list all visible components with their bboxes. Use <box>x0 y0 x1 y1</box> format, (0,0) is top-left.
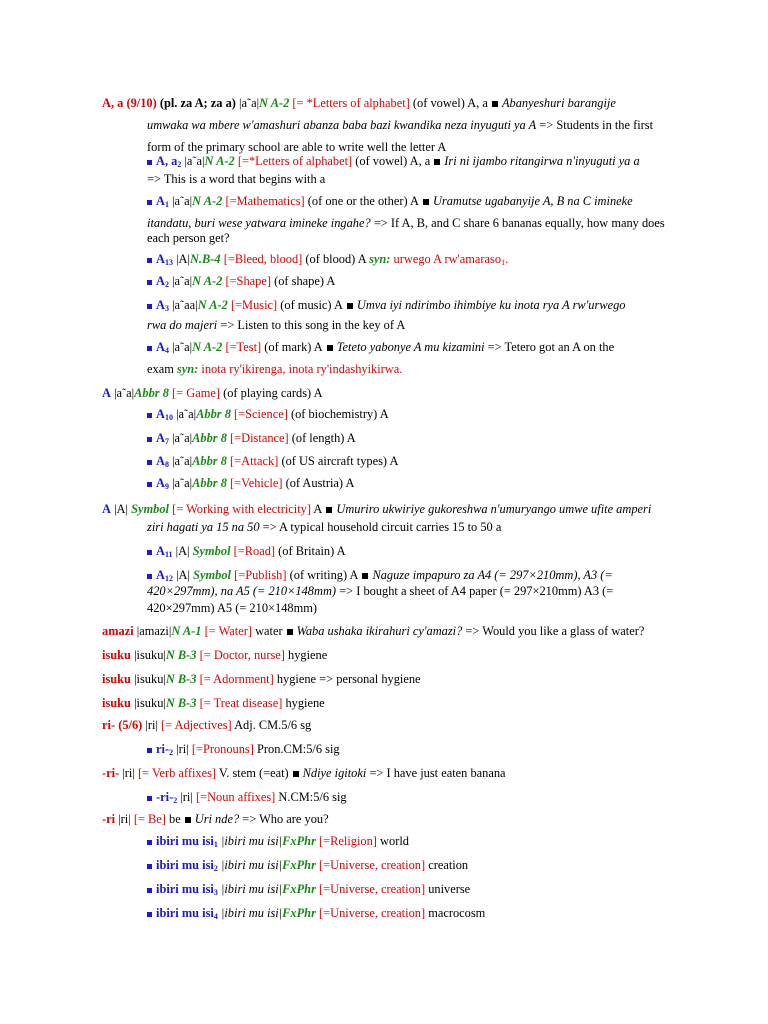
subentry-headword: A <box>156 568 165 582</box>
semantic-domain: [=Science] <box>234 407 288 421</box>
subentry-line <box>147 878 677 901</box>
subentry-headword: ibiri mu isi <box>156 834 214 848</box>
gloss: (of Austria) A <box>285 476 355 490</box>
translation: => A typical household circuit carries 15 to 50 a <box>262 520 502 534</box>
homonym-number: 1 <box>164 200 169 209</box>
gloss: (of shape) A <box>274 274 336 288</box>
gloss: (of one or the other) A <box>307 194 419 208</box>
plural: (pl. za A; za a) <box>159 96 236 110</box>
example: Uri nde? <box>194 812 240 826</box>
semantic-domain: [=Noun affixes] <box>195 790 276 804</box>
gloss: Adj. CM.5/6 sg <box>234 718 312 732</box>
subentry-line <box>147 248 677 271</box>
translation: => Would you like a glass of water? <box>465 624 645 638</box>
example: Waba ushaka ikirahuri cy'amazi? <box>296 624 463 638</box>
word-class: FxPhr <box>282 906 316 920</box>
semantic-domain: [= Adjectives] <box>161 718 232 732</box>
pronunciation: |A| <box>176 252 190 266</box>
synonym: urwego A rw'amaraso <box>393 252 502 266</box>
subentry-headword: A, a <box>156 154 178 168</box>
homonym-number: 2 <box>213 864 218 873</box>
example: Uramutse ugabanyije A, B na C imineke <box>432 194 633 208</box>
synonym: inota ry'ikirenga, inota ry'indashyikirwa <box>201 362 400 376</box>
headword: A <box>102 386 111 400</box>
entry-line <box>102 714 668 737</box>
subentry-headword: A <box>156 431 165 445</box>
word-class: N A-2 <box>192 274 223 288</box>
pronunciation: |a˜a| <box>176 407 197 421</box>
homonym-number: 4 <box>164 346 169 355</box>
headword-prefix: a <box>102 624 109 638</box>
square-bullet-icon <box>326 507 332 513</box>
headword: ri- <box>102 718 116 732</box>
subentry-line <box>147 190 677 213</box>
word-class: N A-1 <box>171 624 202 638</box>
subentry-headword: A <box>156 340 165 354</box>
translation: => If A, B, and C share 6 bananas equally, how many does <box>373 216 665 230</box>
subentry-line <box>147 786 677 809</box>
semantic-domain: [=Publish] <box>234 568 287 582</box>
semantic-domain: [= Be] <box>133 812 166 826</box>
subentry-bullet-icon <box>147 258 152 263</box>
subentry-line <box>147 540 677 563</box>
entry-continuation <box>147 358 677 381</box>
subentry-bullet-icon <box>147 482 152 487</box>
subentry-bullet-icon <box>147 460 152 465</box>
pronunciation: |a˜a| <box>172 340 193 354</box>
square-bullet-icon <box>185 817 191 823</box>
subentry-bullet-icon <box>147 550 152 555</box>
example: rwa do majeri <box>147 318 218 332</box>
example: Abanyeshuri barangije <box>501 96 616 110</box>
word-class: N A-2 <box>204 154 235 168</box>
entry-line <box>102 762 668 785</box>
subentry-headword: A <box>156 252 165 266</box>
gloss: hygiene <box>288 648 328 662</box>
subentry-bullet-icon <box>147 796 152 801</box>
homonym-number: 2 <box>173 796 178 805</box>
homonym-number: 7 <box>164 437 169 446</box>
homonym-number: 3 <box>164 304 169 313</box>
synonym-end: . <box>505 252 509 266</box>
headword: -ri- <box>102 766 120 780</box>
subentry-headword: A <box>156 544 165 558</box>
square-bullet-icon <box>327 345 333 351</box>
gloss: (of vowel) A, a <box>412 96 488 110</box>
semantic-domain: [= Game] <box>172 386 220 400</box>
example: itandatu, buri wese yatwara imineke ingahe? <box>147 216 371 230</box>
pronunciation: |ri| <box>145 718 158 732</box>
square-bullet-icon <box>347 303 353 309</box>
translation: => I bought a sheet of A4 paper (= 297×210mm) A3 (= <box>339 584 614 598</box>
gloss: (of vowel) A, a <box>355 154 431 168</box>
pronunciation: |ibiri mu isi| <box>220 906 283 920</box>
subentry-line <box>147 336 677 359</box>
class-number: (9/10) <box>126 96 157 110</box>
pronunciation: |ibiri mu isi| <box>220 834 283 848</box>
class-number: (5/6) <box>118 718 143 732</box>
square-bullet-icon <box>434 159 440 165</box>
subentry-headword: A <box>156 194 165 208</box>
homonym-number: 2 <box>169 748 174 757</box>
semantic-domain: [=Bleed, blood] <box>223 252 303 266</box>
subentry-bullet-icon <box>147 748 152 753</box>
pronunciation: |ri| <box>180 790 193 804</box>
gloss: (of biochemistry) A <box>290 407 389 421</box>
semantic-domain: [=Music] <box>230 298 278 312</box>
example: Teteto yabonye A mu kizamini <box>336 340 485 354</box>
pronunciation: |a˜a| <box>172 476 193 490</box>
pronunciation: |ibiri mu isi| <box>220 882 283 896</box>
semantic-domain: [= Treat disease] <box>199 696 283 710</box>
entry-line <box>102 808 668 831</box>
pronunciation: |isuku| <box>134 672 166 686</box>
entry-continuation <box>147 114 677 137</box>
homonym-number: 4 <box>213 912 218 921</box>
translation: => Students in the first <box>539 118 654 132</box>
subentry-line <box>147 902 677 925</box>
synonym-label: syn: <box>176 362 199 376</box>
semantic-domain: [=Test] <box>225 340 262 354</box>
subentry-bullet-icon <box>147 912 152 917</box>
subentry-bullet-icon <box>147 200 152 205</box>
headword: A <box>102 502 111 516</box>
entry-continuation <box>147 516 677 539</box>
homonym-number: 3 <box>213 888 218 897</box>
square-bullet-icon <box>287 629 293 635</box>
word-class: Abbr 8 <box>192 476 227 490</box>
example: Umuriro ukwiriye gukoreshwa n'umuryango umwe ufite amperi <box>336 502 652 516</box>
homonym-number: 11 <box>164 550 173 559</box>
subentry-headword: A <box>156 454 165 468</box>
example: umwaka wa mbere w'amashuri abanza baba bazi kwandika neza inyuguti ya A <box>147 118 537 132</box>
entry-line <box>102 620 668 643</box>
example: 420×297mm), na A5 (= 210×148mm) <box>147 584 337 598</box>
subentry-bullet-icon <box>147 346 152 351</box>
word-class: Abbr 8 <box>134 386 169 400</box>
pronunciation: |isuku| <box>134 648 166 662</box>
gloss: (of US aircraft types) A <box>281 454 399 468</box>
translation: => personal hygiene <box>319 672 421 686</box>
subentry-bullet-icon <box>147 840 152 845</box>
square-bullet-icon <box>423 199 429 205</box>
gloss: macrocosm <box>428 906 486 920</box>
semantic-domain: [=Shape] <box>225 274 271 288</box>
headword: isuku <box>102 648 131 662</box>
homonym-number: 2 <box>164 280 169 289</box>
pronunciation: |a˜a| <box>114 386 135 400</box>
gloss: (of music) A <box>280 298 343 312</box>
synonym-number: 1 <box>501 258 506 267</box>
semantic-domain: [= *Letters of alphabet] <box>292 96 410 110</box>
headword: mazi <box>108 624 134 638</box>
semantic-domain: [=Distance] <box>230 431 289 445</box>
subentry-line <box>147 854 677 877</box>
example: Naguze impapuro za A4 (= 297×210mm), A3 (= <box>372 568 613 582</box>
gloss: Pron.CM:5/6 sig <box>257 742 340 756</box>
pronunciation: |ri| <box>122 766 135 780</box>
word-class: FxPhr <box>282 882 316 896</box>
word-class: N A-2 <box>192 194 223 208</box>
pronunciation: |ibiri mu isi| <box>220 858 283 872</box>
homonym-number: 9 <box>164 482 169 491</box>
entry-continuation <box>147 227 677 250</box>
homonym-number: 12 <box>164 574 173 583</box>
translation: each person get? <box>147 231 230 245</box>
headword: -ri <box>102 812 116 826</box>
word-class: FxPhr <box>282 834 316 848</box>
entry-line <box>102 644 668 667</box>
subentry-line <box>147 270 677 293</box>
pronunciation: |a˜a| <box>172 274 193 288</box>
translation: exam <box>147 362 174 376</box>
gloss: N.CM:5/6 sig <box>278 790 347 804</box>
headword: A, a <box>102 96 124 110</box>
entry-line <box>102 92 668 115</box>
example: Umva iyi ndirimbo ihimbiye ku inota rya A rw'urwego <box>356 298 626 312</box>
semantic-domain: [=Road] <box>233 544 276 558</box>
pronunciation: |ri| <box>118 812 131 826</box>
semantic-domain: [= Adornment] <box>199 672 274 686</box>
translation: => Tetero got an A on the <box>487 340 615 354</box>
word-class: Abbr 8 <box>192 431 227 445</box>
translation: => I have just eaten banana <box>369 766 506 780</box>
semantic-domain: [=Universe, creation] <box>319 906 426 920</box>
translation: form of the primary school are able to write well the letter A <box>147 140 447 154</box>
gloss: (of writing) A <box>289 568 359 582</box>
semantic-domain: [= Doctor, nurse] <box>199 648 285 662</box>
word-class: N A-2 <box>192 340 223 354</box>
translation: => Listen to this song in the key of A <box>220 318 406 332</box>
subentry-headword: ibiri mu isi <box>156 858 214 872</box>
pronunciation: |A| <box>176 568 190 582</box>
semantic-domain: [=Vehicle] <box>230 476 283 490</box>
entry-line <box>102 382 668 405</box>
square-bullet-icon <box>362 573 368 579</box>
semantic-domain: [=*Letters of alphabet] <box>237 154 353 168</box>
subentry-bullet-icon <box>147 574 152 579</box>
pronunciation: |isuku| <box>134 696 166 710</box>
word-class: Symbol <box>193 568 231 582</box>
subentry-line <box>147 472 677 495</box>
subentry-headword: A <box>156 298 165 312</box>
pronunciation: |A| <box>114 502 128 516</box>
entry-line <box>102 692 668 715</box>
translation: 420×297mm) A5 (= 210×148mm) <box>147 601 317 615</box>
word-class: FxPhr <box>282 858 316 872</box>
gloss: water <box>255 624 283 638</box>
semantic-domain: [=Pronouns] <box>191 742 254 756</box>
subentry-bullet-icon <box>147 304 152 309</box>
word-class: N B-3 <box>165 672 197 686</box>
homonym-number: 13 <box>164 258 173 267</box>
example: Ndiye igitoki <box>302 766 367 780</box>
subentry-headword: -ri- <box>156 790 174 804</box>
word-class: Symbol <box>192 544 231 558</box>
subentry-line <box>147 427 677 450</box>
word-class: Abbr 8 <box>192 454 227 468</box>
entry-continuation <box>147 168 677 191</box>
subentry-bullet-icon <box>147 888 152 893</box>
gloss: be <box>169 812 181 826</box>
semantic-domain: [= Working with electricity] <box>172 502 311 516</box>
pronunciation: |ri| <box>176 742 189 756</box>
semantic-domain: [= Water] <box>204 624 252 638</box>
subentry-headword: A <box>156 476 165 490</box>
gloss: creation <box>428 858 469 872</box>
subentry-bullet-icon <box>147 864 152 869</box>
subentry-bullet-icon <box>147 160 152 165</box>
word-class: Abbr 8 <box>196 407 231 421</box>
semantic-domain: [=Universe, creation] <box>319 858 426 872</box>
pronunciation: |A| <box>175 544 190 558</box>
translation: => Who are you? <box>242 812 329 826</box>
gloss: world <box>380 834 409 848</box>
subentry-line <box>147 450 677 473</box>
subentry-bullet-icon <box>147 413 152 418</box>
pronunciation: |amazi| <box>136 624 172 638</box>
pronunciation: |a˜a| <box>172 431 193 445</box>
example: Iri ni ijambo ritangirwa n'inyuguti ya a <box>444 154 640 168</box>
gloss: (of mark) A <box>264 340 323 354</box>
word-class: N.B-4 <box>189 252 221 266</box>
semantic-domain: [=Attack] <box>230 454 279 468</box>
subentry-line <box>147 830 677 853</box>
homonym-number: 10 <box>164 413 173 422</box>
gloss: A <box>313 502 323 516</box>
word-class: N A-2 <box>197 298 228 312</box>
word-class: N B-3 <box>165 696 197 710</box>
subentry-headword: ibiri mu isi <box>156 882 214 896</box>
entry-continuation <box>147 597 677 620</box>
semantic-domain: [= Verb affixes] <box>137 766 217 780</box>
synonym-label: syn: <box>369 252 391 266</box>
pronunciation: |a˜a| <box>172 194 193 208</box>
pronunciation: |a˜a| <box>239 96 260 110</box>
entry-line <box>102 668 668 691</box>
gloss: hygiene <box>285 696 325 710</box>
subentry-bullet-icon <box>147 280 152 285</box>
gloss: hygiene <box>276 672 317 686</box>
word-class: N A-2 <box>259 96 290 110</box>
homonym-number: 8 <box>164 460 169 469</box>
gloss: V. stem (=eat) <box>218 766 289 780</box>
homonym-number: 1 <box>213 840 218 849</box>
square-bullet-icon <box>492 101 498 107</box>
entry-continuation <box>147 314 677 337</box>
subentry-line <box>147 738 677 761</box>
square-bullet-icon <box>293 771 299 777</box>
semantic-domain: [=Mathematics] <box>225 194 305 208</box>
word-class: Symbol <box>131 502 169 516</box>
homonym-number: 2 <box>177 160 182 169</box>
subentry-line <box>147 403 677 426</box>
headword: isuku <box>102 696 131 710</box>
headword: isuku <box>102 672 131 686</box>
semantic-domain: [=Universe, creation] <box>319 882 426 896</box>
pronunciation: |a˜a| <box>172 454 193 468</box>
subentry-headword: A <box>156 274 165 288</box>
gloss: (of length) A <box>291 431 356 445</box>
gloss: (of Britain) A <box>278 544 346 558</box>
subentry-headword: ri- <box>156 742 170 756</box>
gloss: (of playing cards) A <box>223 386 323 400</box>
subentry-headword: A <box>156 407 165 421</box>
subentry-bullet-icon <box>147 437 152 442</box>
gloss: (of blood) A <box>305 252 366 266</box>
synonym-end: . <box>399 362 403 376</box>
pronunciation: |a˜aa| <box>172 298 198 312</box>
translation: => This is a word that begins with a <box>147 172 326 186</box>
subentry-headword: ibiri mu isi <box>156 906 214 920</box>
pronunciation: |a˜a| <box>184 154 205 168</box>
example: ziri hagati ya 15 na 50 <box>147 520 260 534</box>
semantic-domain: [=Religion] <box>319 834 377 848</box>
gloss: universe <box>428 882 471 896</box>
word-class: N B-3 <box>165 648 197 662</box>
